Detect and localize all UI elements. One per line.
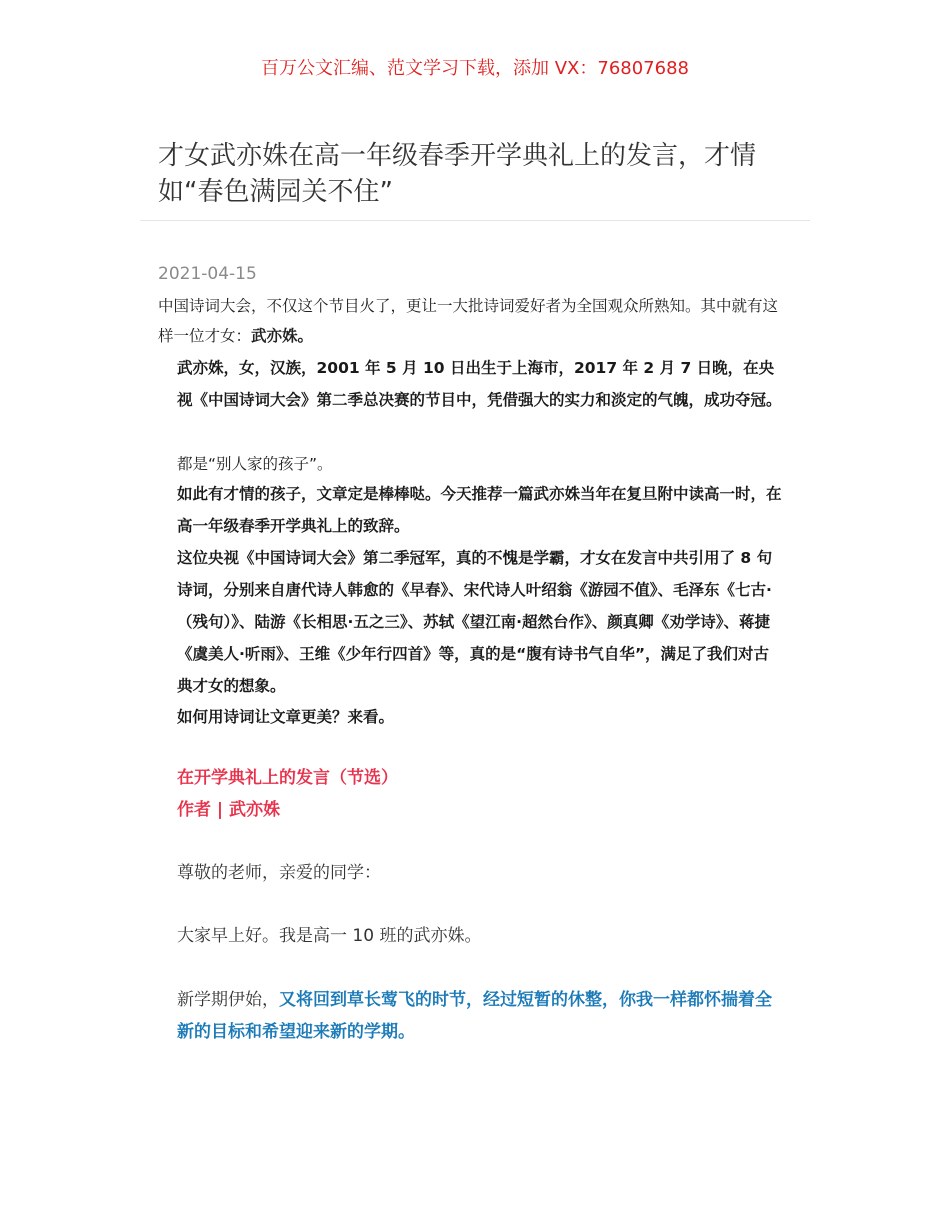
- new-term-plain: 新学期伊始，: [177, 990, 279, 1010]
- author-line: 作者 | 武亦姝: [177, 800, 281, 820]
- intro-text: 中国诗词大会，不仅这个节目火了，更让一大批诗词爱好者为全国观众所熟知。其中就有这样一位才女：: [158, 297, 779, 345]
- article-title: 才女武亦姝在高一年级春季开学典礼上的发言，才情如“春色满园关不住”: [158, 141, 757, 207]
- others-child-line: 都是“别人家的孩子”。: [177, 455, 333, 473]
- recommend-paragraph: 如此有才情的孩子，文章定是棒棒哒。今天推荐一篇武亦姝当年在复旦附中读高一时，在高一年级春季开学典礼上的致辞。: [177, 485, 782, 535]
- title-divider: [140, 220, 810, 221]
- promo-banner: 百万公文汇编、范文学习下载，添加 VX：76807688: [261, 58, 689, 79]
- new-term-highlight: 又将回到草长莺飞的时节，经过短暂的休整，你我一样都怀揣着全新的目标和希望迎来新的学期。: [177, 990, 772, 1042]
- how-to-line: 如何用诗词让文章更美？来看。: [177, 708, 395, 726]
- greeting-line: 尊敬的老师，亲爱的同学：: [177, 863, 381, 883]
- new-term-paragraph: [177, 984, 787, 1048]
- intro-name: 武亦姝。: [251, 327, 314, 345]
- champion-paragraph: 这位央视《中国诗词大会》第二季冠军，真的不愧是学霸，才女在发言中共引用了 8 句诗词，分别来自唐代诗人韩愈的《早春》、宋代诗人叶绍翁《游园不值》、毛泽东《七古·（残句）》、陆游《长相思·五之三》、苏轼《望江南·超然台作》、颜真卿《劝学诗》、蒋捷《虞美人·听雨》、王维《少年行四首》等，真的是“腹有诗书气自华”，满足了我们对古典才女的想象。: [177, 549, 773, 695]
- morning-line: 大家早上好。我是高一 10 班的武亦姝。: [177, 926, 482, 946]
- bio-paragraph: 武亦姝，女，汉族，2001 年 5 月 10 日出生于上海市，2017 年 2 月 7 日晚，在央视《中国诗词大会》第二季总决赛的节目中，凭借强大的实力和淡定的气魄，成功夺冠。: [177, 359, 782, 409]
- intro-paragraph: [158, 291, 788, 351]
- speech-heading: 在开学典礼上的发言（节选）: [177, 768, 398, 788]
- publish-date: 2021-04-15: [158, 264, 257, 284]
